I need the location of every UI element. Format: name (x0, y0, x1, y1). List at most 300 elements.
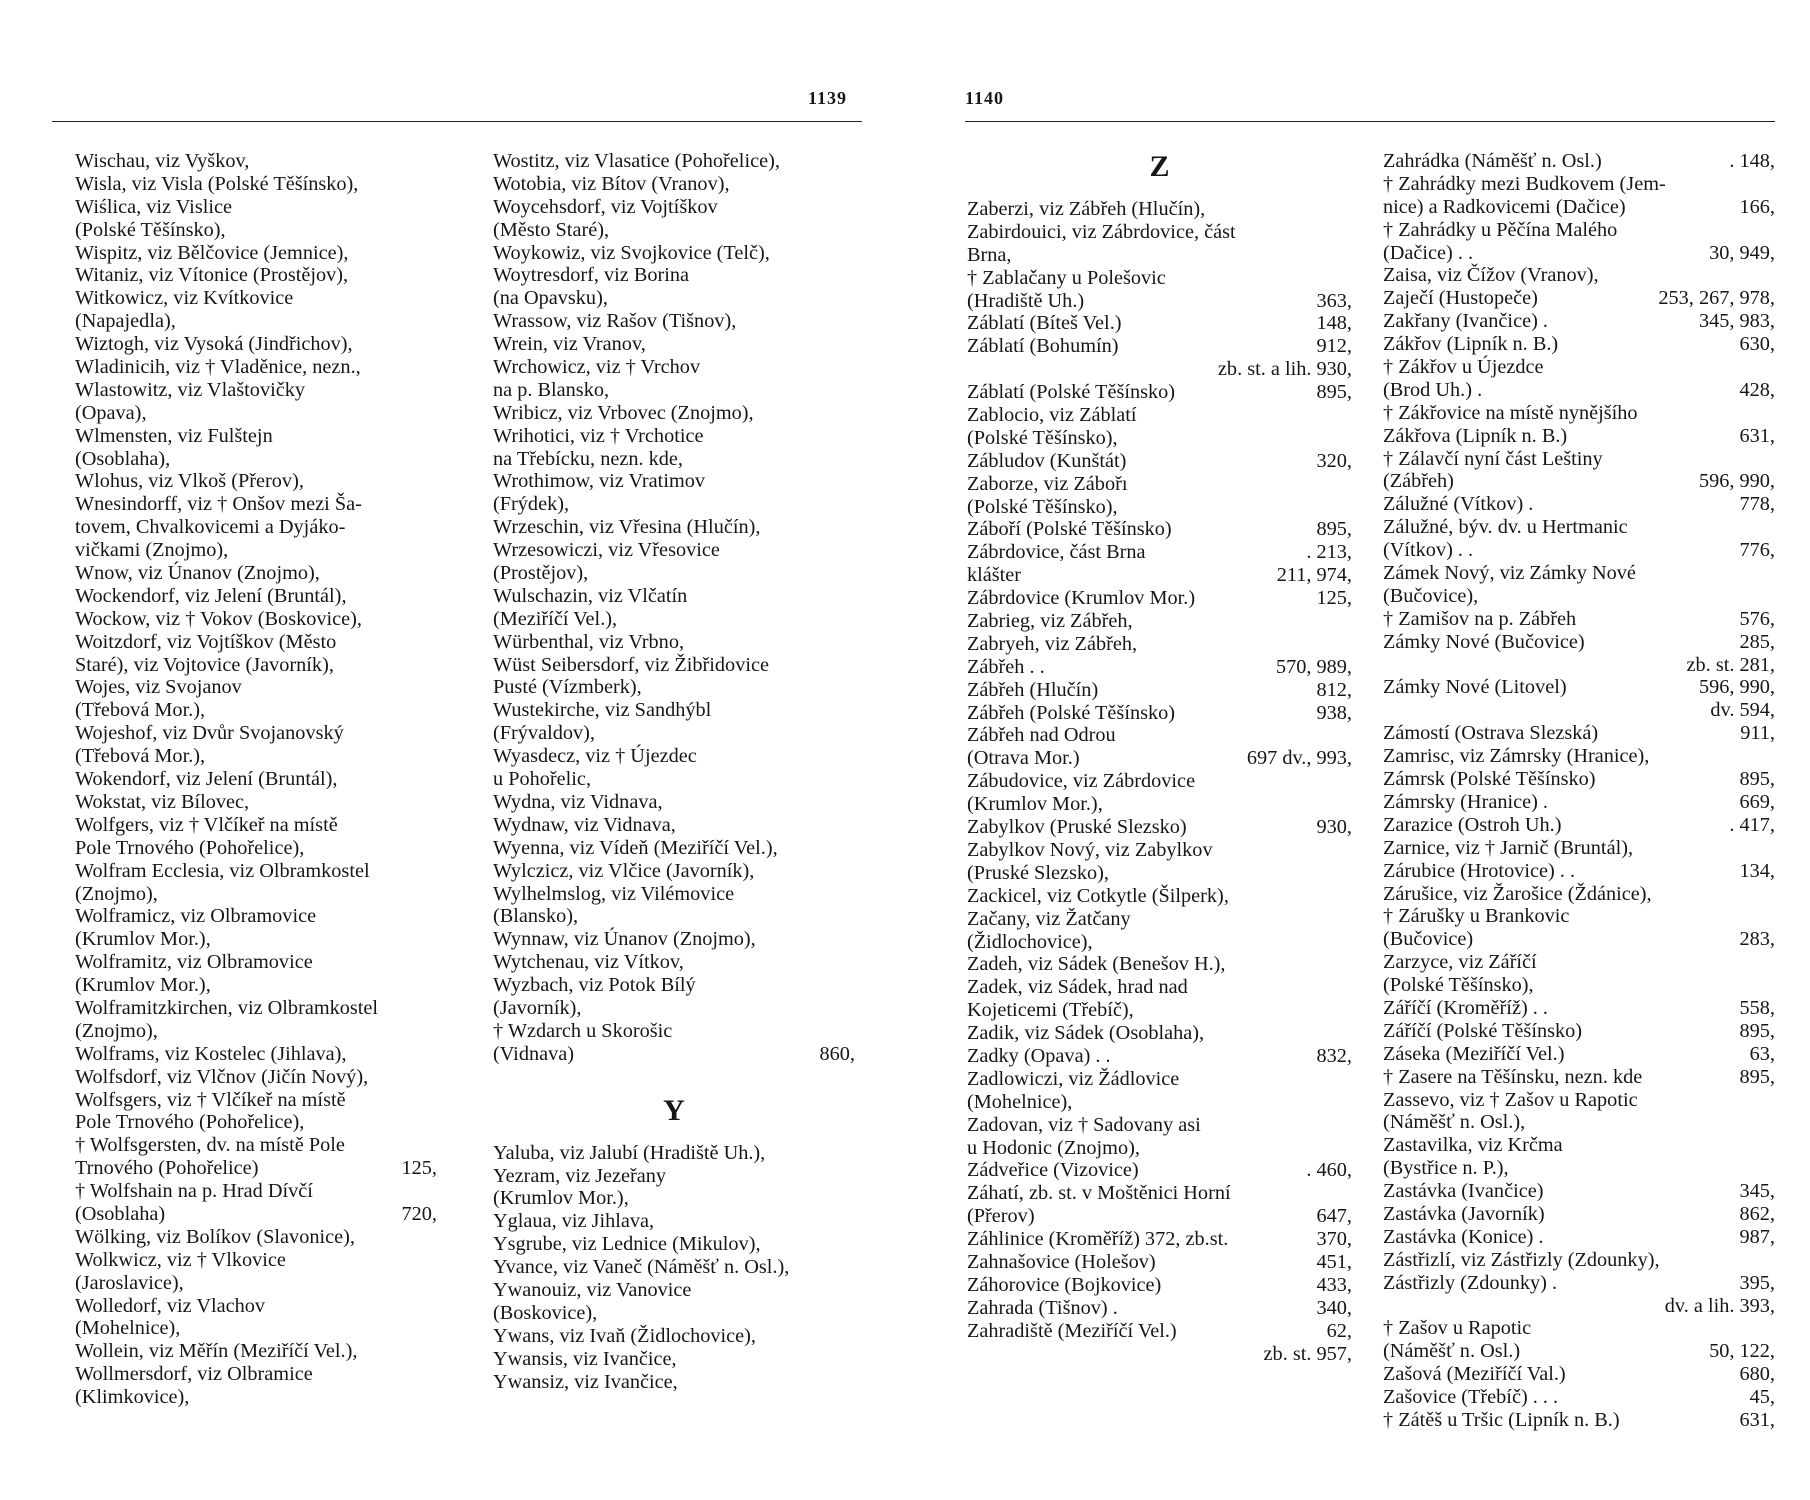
index-entry (75, 493, 437, 516)
entry-text: Zábřeh (Hlučín) (967, 678, 1099, 701)
entry-text: Wynnaw, viz Únanov (Znojmo), (493, 928, 756, 951)
index-entry (493, 860, 855, 883)
index-entry (493, 699, 855, 722)
index-entry (75, 1272, 437, 1295)
index-entry (967, 885, 1352, 908)
index-entry (493, 1348, 855, 1371)
entry-text: (Hradiště Uh.) (967, 289, 1085, 312)
entry-page-refs: 125, (401, 1157, 437, 1180)
entry-text: Wokendorf, viz Jelení (Bruntál), (75, 768, 338, 791)
entry-text: Wydnaw, viz Vidnava, (493, 813, 676, 836)
entry-text: Woykowiz, viz Svojkovice (Telč), (493, 241, 770, 264)
entry-text: Záhatí, zb. st. v Moštěnici Horní (967, 1182, 1231, 1205)
index-entry (1383, 699, 1775, 722)
entry-text: Woytresdorf, viz Borina (493, 264, 690, 287)
entry-text: Zábřeh (Polské Těšínsko) (967, 701, 1176, 724)
index-entry (493, 150, 855, 173)
entry-text: Záblatí (Bohumín) (967, 335, 1119, 358)
index-entry (75, 791, 437, 814)
index-entry (493, 997, 855, 1020)
index-entry (75, 1066, 437, 1089)
entry-page-refs: 912, (1316, 335, 1352, 358)
entry-text: Wispitz, viz Bělčovice (Jemnice), (75, 241, 349, 264)
index-entry (967, 1205, 1352, 1228)
header-rule-left (52, 121, 862, 122)
index-entry (75, 860, 437, 883)
index-column-4 (1383, 150, 1775, 1432)
entry-page-refs: . 460, (1306, 1159, 1352, 1182)
entry-page-refs: 134, (1739, 859, 1775, 882)
index-entry (967, 1182, 1352, 1205)
index-entry (967, 335, 1352, 358)
index-entry (75, 379, 437, 402)
entry-text: (Frývaldov), (493, 722, 595, 745)
index-entry (493, 196, 855, 219)
entry-text: † Wolfsgersten, dv. na místě Pole (75, 1134, 345, 1157)
entry-page-refs: 647, (1316, 1205, 1352, 1228)
entry-text: (Prostějov), (493, 562, 589, 585)
page-number-right: 1140 (965, 88, 1005, 108)
index-entry (75, 1203, 437, 1226)
entry-text: (Krumlov Mor.), (493, 1187, 629, 1210)
index-column-3 (967, 150, 1352, 1365)
index-entry (967, 1022, 1352, 1045)
entry-text: † Wolfshain na p. Hrad Dívčí (75, 1180, 313, 1203)
index-entry (75, 448, 437, 471)
index-entry (967, 953, 1352, 976)
entry-text: Zahrádka (Náměšť n. Osl.) (1383, 150, 1602, 172)
index-entry (967, 473, 1352, 496)
entry-text: † Zátěš u Tršic (Lipník n. B.) (1383, 1408, 1620, 1431)
index-entry (75, 173, 437, 196)
entry-text: Wolfsdorf, viz Vlčnov (Jičín Nový), (75, 1065, 369, 1088)
entry-page-refs: 558, (1739, 996, 1775, 1019)
entry-page-refs: 345, 983, (1698, 310, 1775, 333)
entry-text: Zádveřice (Vizovice) (967, 1159, 1139, 1182)
entry-text: Zálužné, býv. dv. u Hertmanic (1383, 516, 1628, 539)
entry-text: Zamrisc, viz Zámrsky (Hranice), (1383, 745, 1650, 768)
entry-page-refs: dv. 594, (1710, 699, 1775, 722)
index-entry (493, 1020, 855, 1043)
spacer (493, 1128, 855, 1142)
entry-text: (Krumlov Mor.), (75, 928, 211, 951)
entry-page-refs: 680, (1739, 1363, 1775, 1386)
entry-text: Zabryeh, viz Zábřeh, (967, 632, 1138, 655)
entry-page-refs: 63, (1749, 1042, 1775, 1065)
entry-text: † Wzdarch u Skorošic (493, 1019, 673, 1042)
entry-text: (Opava), (75, 401, 147, 424)
index-entry (75, 539, 437, 562)
index-entry (967, 381, 1352, 404)
entry-text: Wolframs, viz Kostelec (Jihlava), (75, 1042, 347, 1065)
index-entry (1383, 287, 1775, 310)
index-entry (1383, 997, 1775, 1020)
index-entry (1383, 493, 1775, 516)
entry-text: Staré), viz Vojtovice (Javorník), (75, 653, 334, 676)
index-entry (967, 290, 1352, 313)
index-entry (75, 242, 437, 265)
index-entry (493, 264, 855, 287)
index-entry (967, 656, 1352, 679)
entry-text: † Zákřov u Újezdce (1383, 356, 1544, 379)
entry-text: † Zamišov na p. Zábřeh (1383, 607, 1577, 630)
entry-text: Wolframitz, viz Olbramovice (75, 951, 313, 974)
entry-text: Wolledorf, viz Vlachov (75, 1294, 266, 1317)
entry-text: (Město Staré), (493, 218, 610, 241)
index-entry (493, 242, 855, 265)
index-entry (75, 516, 437, 539)
entry-page-refs: 62, (1326, 1319, 1352, 1342)
entry-page-refs: 363, (1316, 289, 1352, 312)
index-entry (75, 1340, 437, 1363)
entry-text: (Znojmo), (75, 882, 158, 905)
index-entry (967, 793, 1352, 816)
entry-text: (Blansko), (493, 905, 579, 928)
index-entry (1383, 860, 1775, 883)
entry-text: Zarnice, viz † Jarnič (Bruntál), (1383, 836, 1634, 859)
index-entry (1383, 676, 1775, 699)
index-entry (493, 356, 855, 379)
index-entry (493, 974, 855, 997)
entry-page-refs: 911, (1740, 722, 1775, 745)
entry-text: † Zahrádky u Pěčína Malého (1383, 218, 1618, 241)
index-entry (493, 654, 855, 677)
entry-text: (Krumlov Mor.), (75, 974, 211, 997)
entry-text: Wiztogh, viz Vysoká (Jindřichov), (75, 333, 353, 356)
entry-page-refs: 451, (1316, 1250, 1352, 1273)
index-entry (493, 470, 855, 493)
index-entry (967, 931, 1352, 954)
entry-text: Wylhelmslog, viz Vilémovice (493, 882, 735, 905)
entry-text: Zabylkov (Pruské Slezsko) (967, 816, 1187, 839)
entry-page-refs: . 148, (1729, 150, 1775, 172)
entry-text: Zadlowiczi, viz Žádlovice (967, 1067, 1180, 1090)
entry-text: Zaisa, viz Čížov (Vranov), (1383, 264, 1599, 287)
index-entry (75, 768, 437, 791)
index-entry (967, 404, 1352, 427)
index-entry (75, 287, 437, 310)
index-entry (1383, 402, 1775, 425)
entry-text: Zahradiště (Meziříčí Vel.) (967, 1319, 1177, 1342)
entry-page-refs: 345, (1739, 1180, 1775, 1203)
index-entry (967, 816, 1352, 839)
index-entry (75, 402, 437, 425)
entry-text: Zámrsk (Polské Těšínsko) (1383, 768, 1596, 791)
index-entry (75, 150, 437, 173)
index-entry (75, 654, 437, 677)
entry-text: Wyzbach, viz Potok Bílý (493, 974, 696, 997)
entry-text: Zastávka (Javorník) (1383, 1202, 1545, 1225)
entry-text: Zárubice (Hrotovice) . . (1383, 859, 1576, 882)
index-entry (967, 267, 1352, 290)
index-entry (75, 1111, 437, 1134)
entry-text: Zabrieg, viz Zábřeh, (967, 610, 1133, 633)
index-entry (75, 1157, 437, 1180)
index-entry (75, 219, 437, 242)
entry-text: Zákřov (Lipník n. B.) (1383, 333, 1559, 356)
entry-text: Pole Trnového (Pohořelice), (75, 1111, 305, 1134)
index-entry (1383, 1340, 1775, 1363)
index-entry (493, 1165, 855, 1188)
index-entry (1383, 1134, 1775, 1157)
index-entry (493, 1210, 855, 1233)
index-entry (75, 745, 437, 768)
entry-text: Wrassow, viz Rašov (Tišnov), (493, 310, 737, 333)
index-entry (75, 1134, 437, 1157)
entry-text: Wydna, viz Vidnava, (493, 790, 663, 813)
entry-text: Wischau, viz Vyškov, (75, 150, 250, 172)
index-entry (1383, 768, 1775, 791)
entry-text: na Třebícku, nezn. kde, (493, 447, 683, 470)
entry-page-refs: 778, (1739, 493, 1775, 516)
index-entry (967, 358, 1352, 381)
entry-text: Wlmensten, viz Fulštejn (75, 424, 273, 447)
index-entry (75, 608, 437, 631)
entry-text: Ywanouiz, viz Vanovice (493, 1278, 692, 1301)
index-entry (493, 219, 855, 242)
index-entry (967, 541, 1352, 564)
index-entry (967, 1251, 1352, 1274)
entry-page-refs: . 213, (1306, 541, 1352, 564)
index-entry (75, 631, 437, 654)
entry-text: Zadovan, viz † Sadovany asi (967, 1113, 1201, 1136)
index-entry (75, 837, 437, 860)
entry-page-refs: 862, (1739, 1202, 1775, 1225)
entry-text: Zarzyce, viz Záříčí (1383, 951, 1537, 974)
index-entry (967, 198, 1352, 221)
index-entry (493, 1233, 855, 1256)
index-entry (967, 221, 1352, 244)
index-entry (1383, 883, 1775, 906)
entry-text: Wolframitzkirchen, viz Olbramkostel (75, 996, 379, 1019)
index-entry (967, 1068, 1352, 1091)
entry-page-refs: 812, (1316, 678, 1352, 701)
index-entry (967, 1137, 1352, 1160)
entry-text: (Židlochovice), (967, 930, 1093, 953)
index-entry (1383, 1180, 1775, 1203)
index-entry (1383, 173, 1775, 196)
index-entry (967, 1297, 1352, 1320)
entry-page-refs: 630, (1739, 333, 1775, 356)
index-entry (1383, 1089, 1775, 1112)
index-entry (967, 496, 1352, 519)
entry-text: (Třebová Mor.), (75, 745, 206, 768)
section-letter-heading (967, 150, 1352, 184)
index-entry (493, 539, 855, 562)
index-entry (75, 1363, 437, 1386)
index-entry (75, 1295, 437, 1318)
entry-text: Záblatí (Polské Těšínsko) (967, 381, 1176, 404)
index-entry (1383, 585, 1775, 608)
index-entry (493, 608, 855, 631)
index-entry (1383, 242, 1775, 265)
index-entry (1383, 516, 1775, 539)
entry-page-refs: 370, (1316, 1228, 1352, 1251)
entry-text: Wolfsgers, viz † Vlčíkeř na místě (75, 1088, 346, 1111)
entry-text: Začany, viz Žatčany (967, 907, 1131, 930)
entry-text: Wyasdecz, viz † Újezdec (493, 745, 697, 768)
entry-text: Wockow, viz † Vokov (Boskovice), (75, 607, 362, 630)
index-entry (493, 425, 855, 448)
entry-text: Wiślica, viz Vislice (75, 195, 232, 218)
entry-text: Zámky Nové (Bučovice) (1383, 630, 1585, 653)
entry-text: Zabylkov Nový, viz Zabylkov (967, 838, 1213, 861)
index-entry (967, 770, 1352, 793)
index-entry (493, 310, 855, 333)
index-entry (1383, 470, 1775, 493)
entry-text: Zastavilka, viz Krčma (1383, 1134, 1563, 1157)
index-entry (1383, 837, 1775, 860)
entry-page-refs: 576, (1739, 607, 1775, 630)
entry-text: Wisla, viz Visla (Polské Těšínsko), (75, 172, 359, 195)
entry-text: Wrzesowiczi, viz Vřesovice (493, 539, 720, 562)
entry-page-refs: 253, 267, 978, (1658, 287, 1775, 310)
entry-text: Zámostí (Ostrava Slezská) (1383, 722, 1599, 745)
entry-text: (Boskovice), (493, 1301, 598, 1324)
entry-text: Wribicz, viz Vrbovec (Znojmo), (493, 401, 754, 424)
entry-text: (Napajedla), (75, 310, 176, 333)
index-entry (1383, 425, 1775, 448)
entry-text: Wytchenau, viz Vítkov, (493, 951, 684, 974)
index-entry (75, 1386, 437, 1409)
index-entry (1383, 333, 1775, 356)
index-entry (967, 1114, 1352, 1137)
entry-text: Ysgrube, viz Lednice (Mikulov), (493, 1233, 761, 1256)
entry-text: Zabirdouici, viz Zábrdovice, část (967, 220, 1236, 243)
index-entry (967, 724, 1352, 747)
entry-text: Zábludov (Kunštát) (967, 449, 1127, 472)
entry-text: (Třebová Mor.), (75, 699, 206, 722)
index-entry (967, 839, 1352, 862)
entry-text: (Bučovice), (1383, 584, 1479, 607)
entry-text: (Otrava Mor.) (967, 747, 1080, 770)
entry-text: Wnow, viz Únanov (Znojmo), (75, 562, 320, 585)
entry-text: Zábřeh . . (967, 655, 1045, 678)
entry-text: Zálužné (Vítkov) . (1383, 493, 1534, 516)
entry-text: Wolfgers, viz † Vlčíkeř na místě (75, 813, 338, 836)
entry-text: Würbenthal, viz Vrbno, (493, 630, 685, 653)
entry-text: (Vidnava) (493, 1042, 574, 1065)
entry-text: Záboří (Polské Těšínsko) (967, 518, 1172, 541)
entry-page-refs: 895, (1739, 768, 1775, 791)
entry-text: u Hodonic (Znojmo), (967, 1136, 1140, 1159)
entry-text: Yvance, viz Vaneč (Náměšť n. Osl.), (493, 1256, 790, 1279)
entry-text: Záříčí (Kroměříž) . . (1383, 996, 1548, 1019)
entry-text: Zašová (Meziříčí Val.) (1383, 1363, 1566, 1386)
index-entry (493, 768, 855, 791)
index-entry (1383, 814, 1775, 837)
index-entry (1383, 1020, 1775, 1043)
entry-text: (Klimkovice), (75, 1386, 190, 1409)
entry-text: Zastávka (Ivančice) (1383, 1180, 1544, 1203)
entry-text: † Zasere na Těšínsku, nezn. kde (1383, 1065, 1643, 1088)
index-entry (967, 1343, 1352, 1366)
index-entry (75, 1249, 437, 1272)
entry-text: (Mohelnice), (967, 1090, 1073, 1113)
entry-text: klášter (967, 564, 1022, 587)
index-entry (75, 264, 437, 287)
index-entry (1383, 356, 1775, 379)
entry-text: Zadik, viz Sádek (Osoblaha), (967, 1022, 1205, 1045)
index-entry (493, 1187, 855, 1210)
entry-text: Wolkwicz, viz † Vlkovice (75, 1248, 286, 1271)
entry-text: Zábudovice, viz Zábrdovice (967, 770, 1196, 793)
entry-page-refs: 720, (401, 1202, 437, 1225)
entry-page-refs: 428, (1739, 378, 1775, 401)
entry-text: Wladinicih, viz † Vladěnice, nezn., (75, 356, 361, 379)
entry-text: Záseka (Meziříčí Vel.) (1383, 1042, 1565, 1065)
index-entry (967, 1091, 1352, 1114)
index-column-1 (75, 150, 437, 1409)
entry-text: Zašovice (Třebíč) . . . (1383, 1386, 1559, 1409)
entry-text: † Zárušky u Brankovic (1383, 905, 1570, 928)
entry-page-refs: zb. st. 957, (1263, 1342, 1352, 1365)
entry-text: Wrein, viz Vranov, (493, 333, 646, 356)
entry-text: Zaborze, viz Zábořı (967, 472, 1128, 495)
index-entry (967, 976, 1352, 999)
spacer (493, 1066, 855, 1094)
index-entry (967, 1228, 1352, 1251)
entry-text: (Bystřice n. P.), (1383, 1157, 1509, 1180)
index-entry (75, 196, 437, 219)
index-entry (493, 951, 855, 974)
entry-page-refs: zb. st. 281, (1686, 653, 1775, 676)
index-entry (75, 814, 437, 837)
index-entry (75, 951, 437, 974)
index-entry (967, 1159, 1352, 1182)
index-entry (1383, 1066, 1775, 1089)
entry-text: Wokstat, viz Bílovec, (75, 790, 250, 813)
index-entry (1383, 1111, 1775, 1134)
index-entry (75, 1020, 437, 1043)
index-entry (967, 450, 1352, 473)
spacer (967, 184, 1352, 198)
entry-text: Záhorovice (Bojkovice) (967, 1273, 1162, 1296)
index-entry (493, 493, 855, 516)
entry-text: Wulschazin, viz Vlčatín (493, 584, 688, 607)
entry-text: Wnesindorff, viz † Onšov mezi Ša- (75, 493, 362, 516)
index-entry (1383, 745, 1775, 768)
entry-text: (Vítkov) . . (1383, 539, 1474, 562)
index-entry (75, 425, 437, 448)
index-entry (493, 1302, 855, 1325)
index-entry (1383, 654, 1775, 677)
index-entry (75, 997, 437, 1020)
entry-text: Wolframicz, viz Olbramovice (75, 905, 317, 928)
index-entry (1383, 1203, 1775, 1226)
section-letter: Z (1149, 150, 1170, 183)
entry-page-refs: 895, (1739, 1065, 1775, 1088)
entry-text: (Javorník), (493, 996, 582, 1019)
entry-page-refs: 860, (819, 1042, 855, 1065)
page-number-left: 1139 (808, 88, 848, 108)
index-entry (493, 379, 855, 402)
index-entry (75, 310, 437, 333)
entry-text: Wojes, viz Svojanov (75, 676, 242, 699)
index-entry (1383, 264, 1775, 287)
entry-text: Wyenna, viz Vídeň (Meziříčí Vel.), (493, 836, 778, 859)
entry-text: Zaberzi, viz Zábřeh (Hlučín), (967, 198, 1206, 220)
entry-text: Wollmersdorf, viz Olbramice (75, 1363, 313, 1386)
entry-page-refs: 50, 122, (1709, 1340, 1775, 1363)
index-entry (493, 814, 855, 837)
index-entry (1383, 1043, 1775, 1066)
entry-text: Witaniz, viz Vítonice (Prostějov), (75, 264, 349, 287)
index-entry (1383, 448, 1775, 471)
index-entry (75, 1089, 437, 1112)
index-entry (1383, 1317, 1775, 1340)
entry-text: tovem, Chvalkovicemi a Dyjáko- (75, 516, 346, 539)
